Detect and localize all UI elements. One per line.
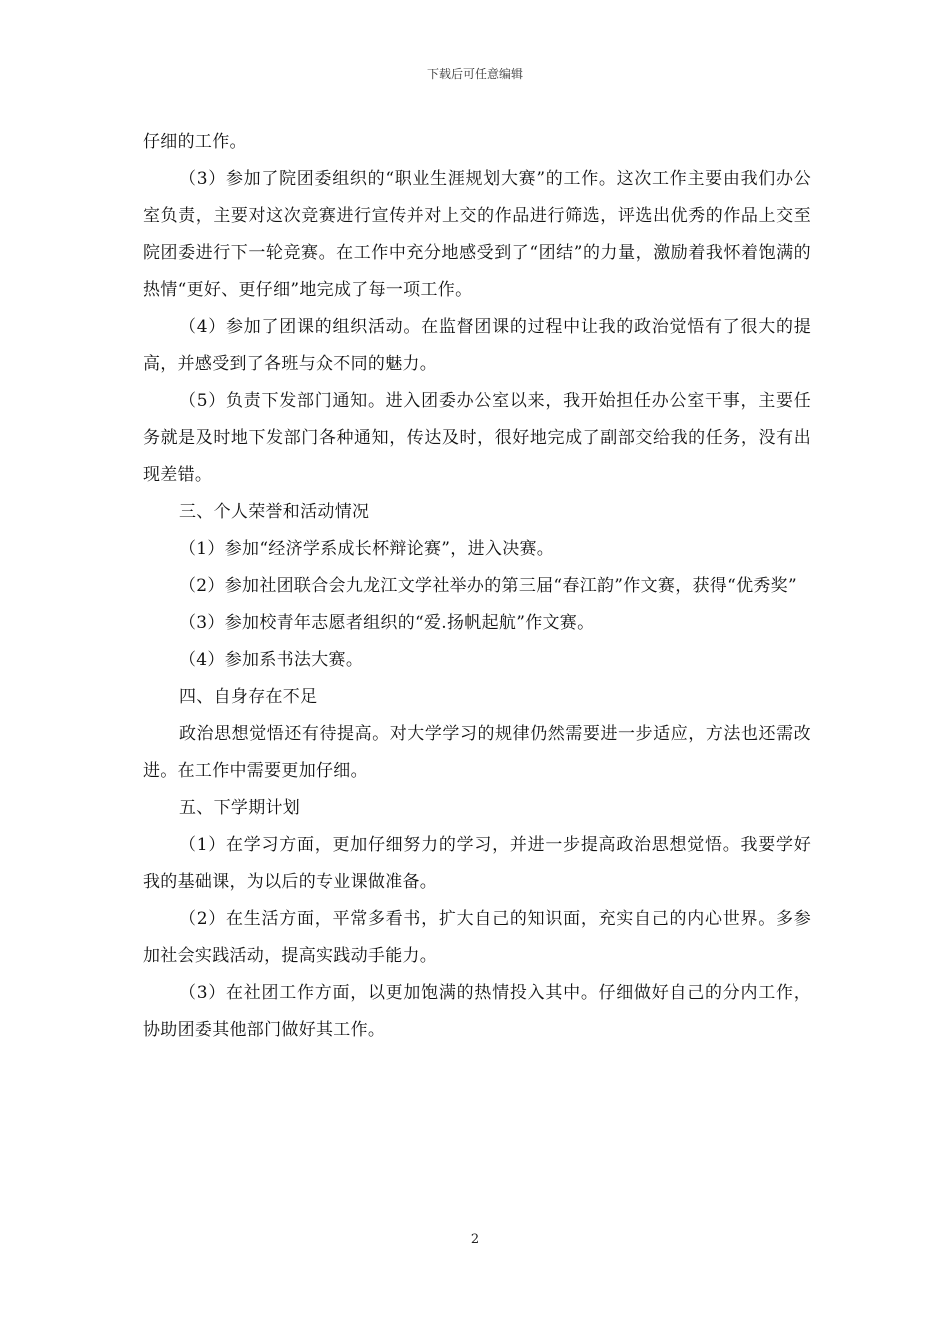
section-heading-shortcomings: 四、自身存在不足 — [179, 687, 318, 707]
paragraph-2: （3）参加了院团委组织的“职业生涯规划大赛”的工作。这次工作主要由我们办公室负责，主要对这次竞赛进行宣传并对上交的作品进行筛选，评选出优秀的作品上交至院团委进行下一轮竞赛。在工作中充分地感受到了“团结”的力量，激励着我怀着饱满的热情“更好、更仔细”地完成了每一项工作。 — [143, 169, 811, 300]
document-body — [143, 124, 811, 1049]
paragraph-7: （2）参加社团联合会九龙江文学社举办的第三届“春江韵”作文赛，获得“优秀奖” — [179, 576, 797, 596]
section-heading-next-term-plan: 五、下学期计划 — [179, 798, 301, 818]
paragraph-1: 仔细的工作。 — [143, 132, 247, 152]
paragraph-11: 政治思想觉悟还有待提高。对大学学习的规律仍然需要进一步适应，方法也还需改进。在工作中需要更加仔细。 — [143, 724, 811, 781]
page-number: 2 — [470, 1232, 480, 1247]
paragraph-13: （1）在学习方面，更加仔细努力的学习，并进一步提高政治思想觉悟。我要学好我的基础课，为以后的专业课做准备。 — [143, 835, 811, 892]
paragraph-15: （3）在社团工作方面，以更加饱满的热情投入其中。仔细做好自己的分内工作，协助团委其他部门做好其工作。 — [143, 983, 811, 1040]
paragraph-3: （4）参加了团课的组织活动。在监督团课的过程中让我的政治觉悟有了很大的提高，并感受到了各班与众不同的魅力。 — [143, 317, 811, 374]
paragraph-9: （4）参加系书法大赛。 — [179, 650, 364, 670]
section-heading-honors: 三、个人荣誉和活动情况 — [179, 502, 370, 522]
paragraph-4: （5）负责下发部门通知。进入团委办公室以来，我开始担任办公室干事，主要任务就是及时地下发部门各种通知，传达及时，很好地完成了副部交给我的任务，没有出现差错。 — [143, 391, 811, 485]
paragraph-8: （3）参加校青年志愿者组织的“爱.扬帆起航”作文赛。 — [179, 613, 595, 633]
page-header: 下载后可任意编辑 — [426, 67, 523, 81]
paragraph-6: （1）参加“经济学系成长杯辩论赛”，进入决赛。 — [179, 539, 555, 559]
paragraph-14: （2）在生活方面，平常多看书，扩大自己的知识面，充实自己的内心世界。多参加社会实践活动，提高实践动手能力。 — [143, 909, 811, 966]
